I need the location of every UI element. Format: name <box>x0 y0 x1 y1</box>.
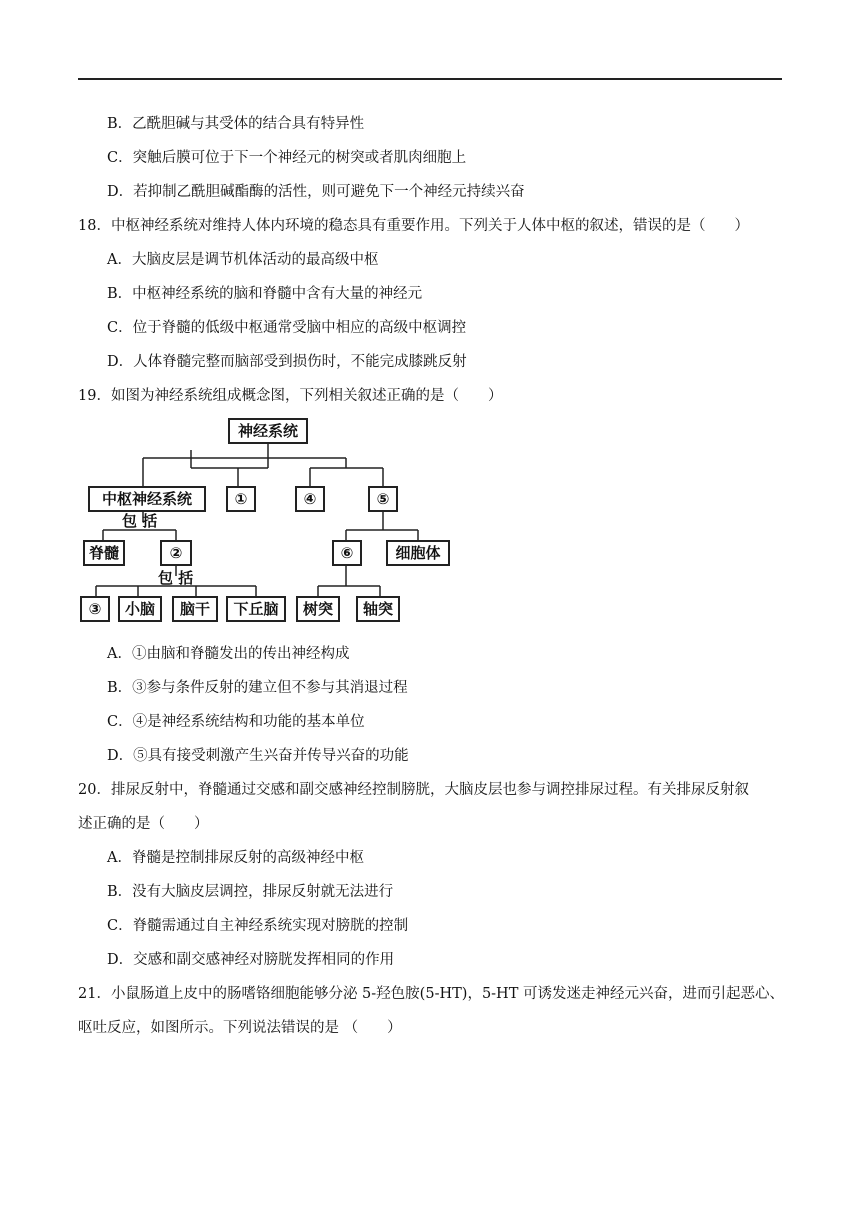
node-hypothalamus: 下丘脑 <box>226 596 286 622</box>
node-circle-5: ⑤ <box>368 486 398 512</box>
q18-option-b: B．中枢神经系统的脑和脊髓中含有大量的神经元 <box>107 286 423 302</box>
q19-option-a: A．①由脑和脊髓发出的传出神经构成 <box>107 646 350 662</box>
q19-option-c: C．④是神经系统结构和功能的基本单位 <box>107 714 365 730</box>
q18-stem: 18．中枢神经系统对维持人体内环境的稳态具有重要作用。下列关于人体中枢的叙述，错误的是（ ） <box>78 218 749 234</box>
q18-option-d: D．人体脊髓完整而脑部受到损伤时，不能完成膝跳反射 <box>107 354 467 370</box>
q19-option-d: D．⑤具有接受刺激产生兴奋并传导兴奋的功能 <box>107 748 409 764</box>
node-circle-6: ⑥ <box>332 540 362 566</box>
nervous-system-concept-diagram <box>78 410 478 632</box>
node-nervous-system: 神经系统 <box>228 418 308 444</box>
node-spinal-cord: 脊髓 <box>83 540 125 566</box>
q18-option-a: A．大脑皮层是调节机体活动的最高级中枢 <box>107 252 379 268</box>
q20-option-d: D．交感和副交感神经对膀胱发挥相同的作用 <box>107 952 395 968</box>
node-circle-1: ① <box>226 486 256 512</box>
q20-option-c: C．脊髓需通过自主神经系统实现对膀胱的控制 <box>107 918 409 934</box>
q20-option-b: B．没有大脑皮层调控，排尿反射就无法进行 <box>107 884 394 900</box>
node-dendrite: 树突 <box>296 596 340 622</box>
q21-stem-line1: 21．小鼠肠道上皮中的肠嗜铬细胞能够分泌 5-羟色胺(5-HT)，5-HT 可诱发迷走神经元兴奋，进而引起恶心、 <box>78 986 784 1002</box>
node-axon: 轴突 <box>356 596 400 622</box>
label-includes-1: 包 括 <box>122 512 158 530</box>
node-central-nervous-system: 中枢神经系统 <box>88 486 206 512</box>
q17-option-b: B．乙酰胆碱与其受体的结合具有特异性 <box>107 116 365 132</box>
q17-option-c: C．突触后膜可位于下一个神经元的树突或者肌肉细胞上 <box>107 150 467 166</box>
q19-stem: 19．如图为神经系统组成概念图，下列相关叙述正确的是（ ） <box>78 388 503 404</box>
q20-stem-line2: 述正确的是（ ） <box>78 816 209 832</box>
q18-option-c: C．位于脊髓的低级中枢通常受脑中相应的高级中枢调控 <box>107 320 467 336</box>
label-includes-2: 包 括 <box>158 569 194 587</box>
q21-stem-line2: 呕吐反应，如图所示。下列说法错误的是 （ ） <box>78 1020 402 1036</box>
q20-stem-line1: 20．排尿反射中，脊髓通过交感和副交感神经控制膀胱，大脑皮层也参与调控排尿过程。有关排尿反射叙 <box>78 782 749 798</box>
node-circle-2: ② <box>160 540 192 566</box>
node-circle-4: ④ <box>295 486 325 512</box>
node-cell-body: 细胞体 <box>386 540 450 566</box>
header-rule <box>78 78 782 80</box>
node-brainstem: 脑干 <box>172 596 218 622</box>
node-circle-3: ③ <box>80 596 110 622</box>
q17-option-d: D．若抑制乙酰胆碱酯酶的活性，则可避免下一个神经元持续兴奋 <box>107 184 525 200</box>
q20-option-a: A．脊髓是控制排尿反射的高级神经中枢 <box>107 850 364 866</box>
node-cerebellum: 小脑 <box>118 596 162 622</box>
q19-option-b: B．③参与条件反射的建立但不参与其消退过程 <box>107 680 408 696</box>
